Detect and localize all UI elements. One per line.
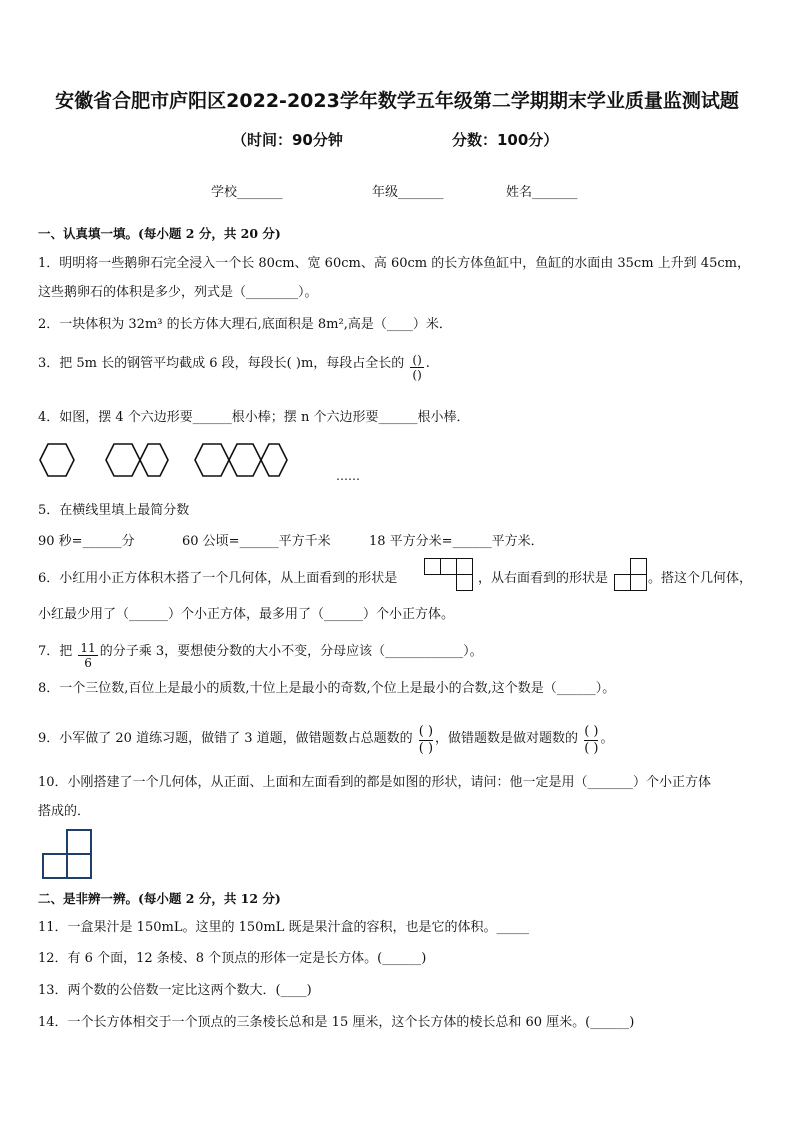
question-5c: 18 平方分米=______平方米． xyxy=(369,534,544,549)
hexagon-1 xyxy=(40,444,74,476)
fraction-numerator: () xyxy=(412,353,422,367)
cube-view-figure xyxy=(42,829,96,881)
question-9-fraction-2 xyxy=(584,724,598,757)
hexagon-2b xyxy=(140,444,168,476)
name-field: 姓名_______ xyxy=(506,185,578,200)
question-9-fraction-1 xyxy=(419,724,433,757)
exam-score: 分数：100分） xyxy=(452,131,559,149)
hexagon-ellipsis: …… xyxy=(336,469,360,483)
question-14: 14．一个长方体相交于一个顶点的三条棱长总和是 15 厘米，这个长方体的棱长总和 60 厘米。(______) xyxy=(38,1015,635,1030)
question-6-part2: ，从右面看到的形状是 xyxy=(478,571,609,586)
fraction-denominator: ( ) xyxy=(584,741,599,756)
hexagon-2a xyxy=(106,444,140,476)
fraction-numerator: ( ) xyxy=(584,724,599,739)
question-3 xyxy=(38,352,430,381)
question-9 xyxy=(38,724,614,757)
question-6-line2: 小红最少用了（______）个小正方体，最多用了（______）个小正方体。 xyxy=(38,607,455,622)
hexagon-3a xyxy=(195,444,229,476)
question-7-start: 7．把 xyxy=(38,644,73,659)
fraction-numerator: 11 xyxy=(80,641,96,655)
question-12: 12．有 6 个面，12 条棱、8 个顶点的形体一定是长方体。(______) xyxy=(38,951,427,966)
question-6-part3: 。搭这个几何体， xyxy=(648,571,753,586)
question-5b: 60 公顷=______平方千米 xyxy=(182,534,331,549)
right-view-shape xyxy=(614,558,650,592)
question-2: 2．一块体积为 32m³ 的长方体大理石,底面积是 8m²,高是（____）米． xyxy=(38,317,452,332)
question-7 xyxy=(38,640,483,669)
question-3-fraction xyxy=(410,354,423,381)
question-1-line2: 这些鹅卵石的体积是多少，列式是（________）。 xyxy=(38,285,318,300)
section-heading-fill: 一、认真填一填。(每小题 2 分，共 20 分) xyxy=(38,226,281,241)
grade-field: 年级_______ xyxy=(372,185,444,200)
question-3-end: . xyxy=(425,356,430,371)
question-6-part1: 6．小红用小正方体积木搭了一个几何体，从上面看到的形状是 xyxy=(38,571,398,586)
hexagon-3b xyxy=(229,444,261,476)
hexagon-figure xyxy=(38,440,338,480)
question-11: 11．一盒果汁是 150mL。这里的 150mL 既是果汁盒的容积，也是它的体积。_____ xyxy=(38,920,529,935)
question-7-fraction xyxy=(78,642,97,669)
hexagon-3c xyxy=(261,444,287,476)
question-4: 4．如图，摆 4 个六边形要______根小棒；摆 n 个六边形要______根小棒． xyxy=(38,410,470,425)
question-1-line1: 1．明明将一些鹅卵石完全浸入一个长 80cm、宽 60cm、高 60cm 的长方体鱼缸中，鱼缸的水面由 35cm 上升到 45cm， xyxy=(38,256,750,271)
question-7-end: 的分子乘 3，要想使分数的大小不变，分母应该（____________）。 xyxy=(99,644,483,659)
fraction-numerator: ( ) xyxy=(418,724,434,739)
question-13: 13．两个数的公倍数一定比这两个数大．(____) xyxy=(38,983,312,998)
question-10-line2: 搭成的． xyxy=(38,804,91,819)
question-9-middle: ，做错题数是做对题数的 xyxy=(435,731,579,746)
question-3-text: 3．把 5m 长的钢管平均截成 6 段，每段长( )m，每段占全长的 xyxy=(38,356,405,371)
school-field: 学校_______ xyxy=(211,185,283,200)
fraction-denominator: ( ) xyxy=(418,741,434,756)
question-5: 5．在横线里填上最简分数 xyxy=(38,503,190,518)
fraction-denominator: () xyxy=(412,368,422,382)
top-view-shape xyxy=(424,558,476,592)
fraction-denominator: 6 xyxy=(84,656,92,670)
question-9-start: 9．小军做了 20 道练习题，做错了 3 道题，做错题数占总题数的 xyxy=(38,731,413,746)
question-10-line1: 10．小刚搭建了一个几何体，从正面、上面和左面看到的都是如图的形状，请问：他一定是用（_______）个小正方体 xyxy=(38,775,712,790)
question-5a: 90 秒=______分 xyxy=(38,534,135,549)
question-9-end: 。 xyxy=(600,731,614,746)
exam-time: （时间：90分钟 xyxy=(232,131,343,149)
question-8: 8．一个三位数,百位上是最小的质数,十位上是最小的奇数,个位上是最小的合数,这个数是（______）。 xyxy=(38,681,616,696)
section-heading-judge: 二、是非辨一辨。(每小题 2 分，共 12 分) xyxy=(38,891,281,906)
page-title: 安徽省合肥市庐阳区2022-2023学年数学五年级第二学期期末学业质量监测试题 xyxy=(55,90,739,112)
